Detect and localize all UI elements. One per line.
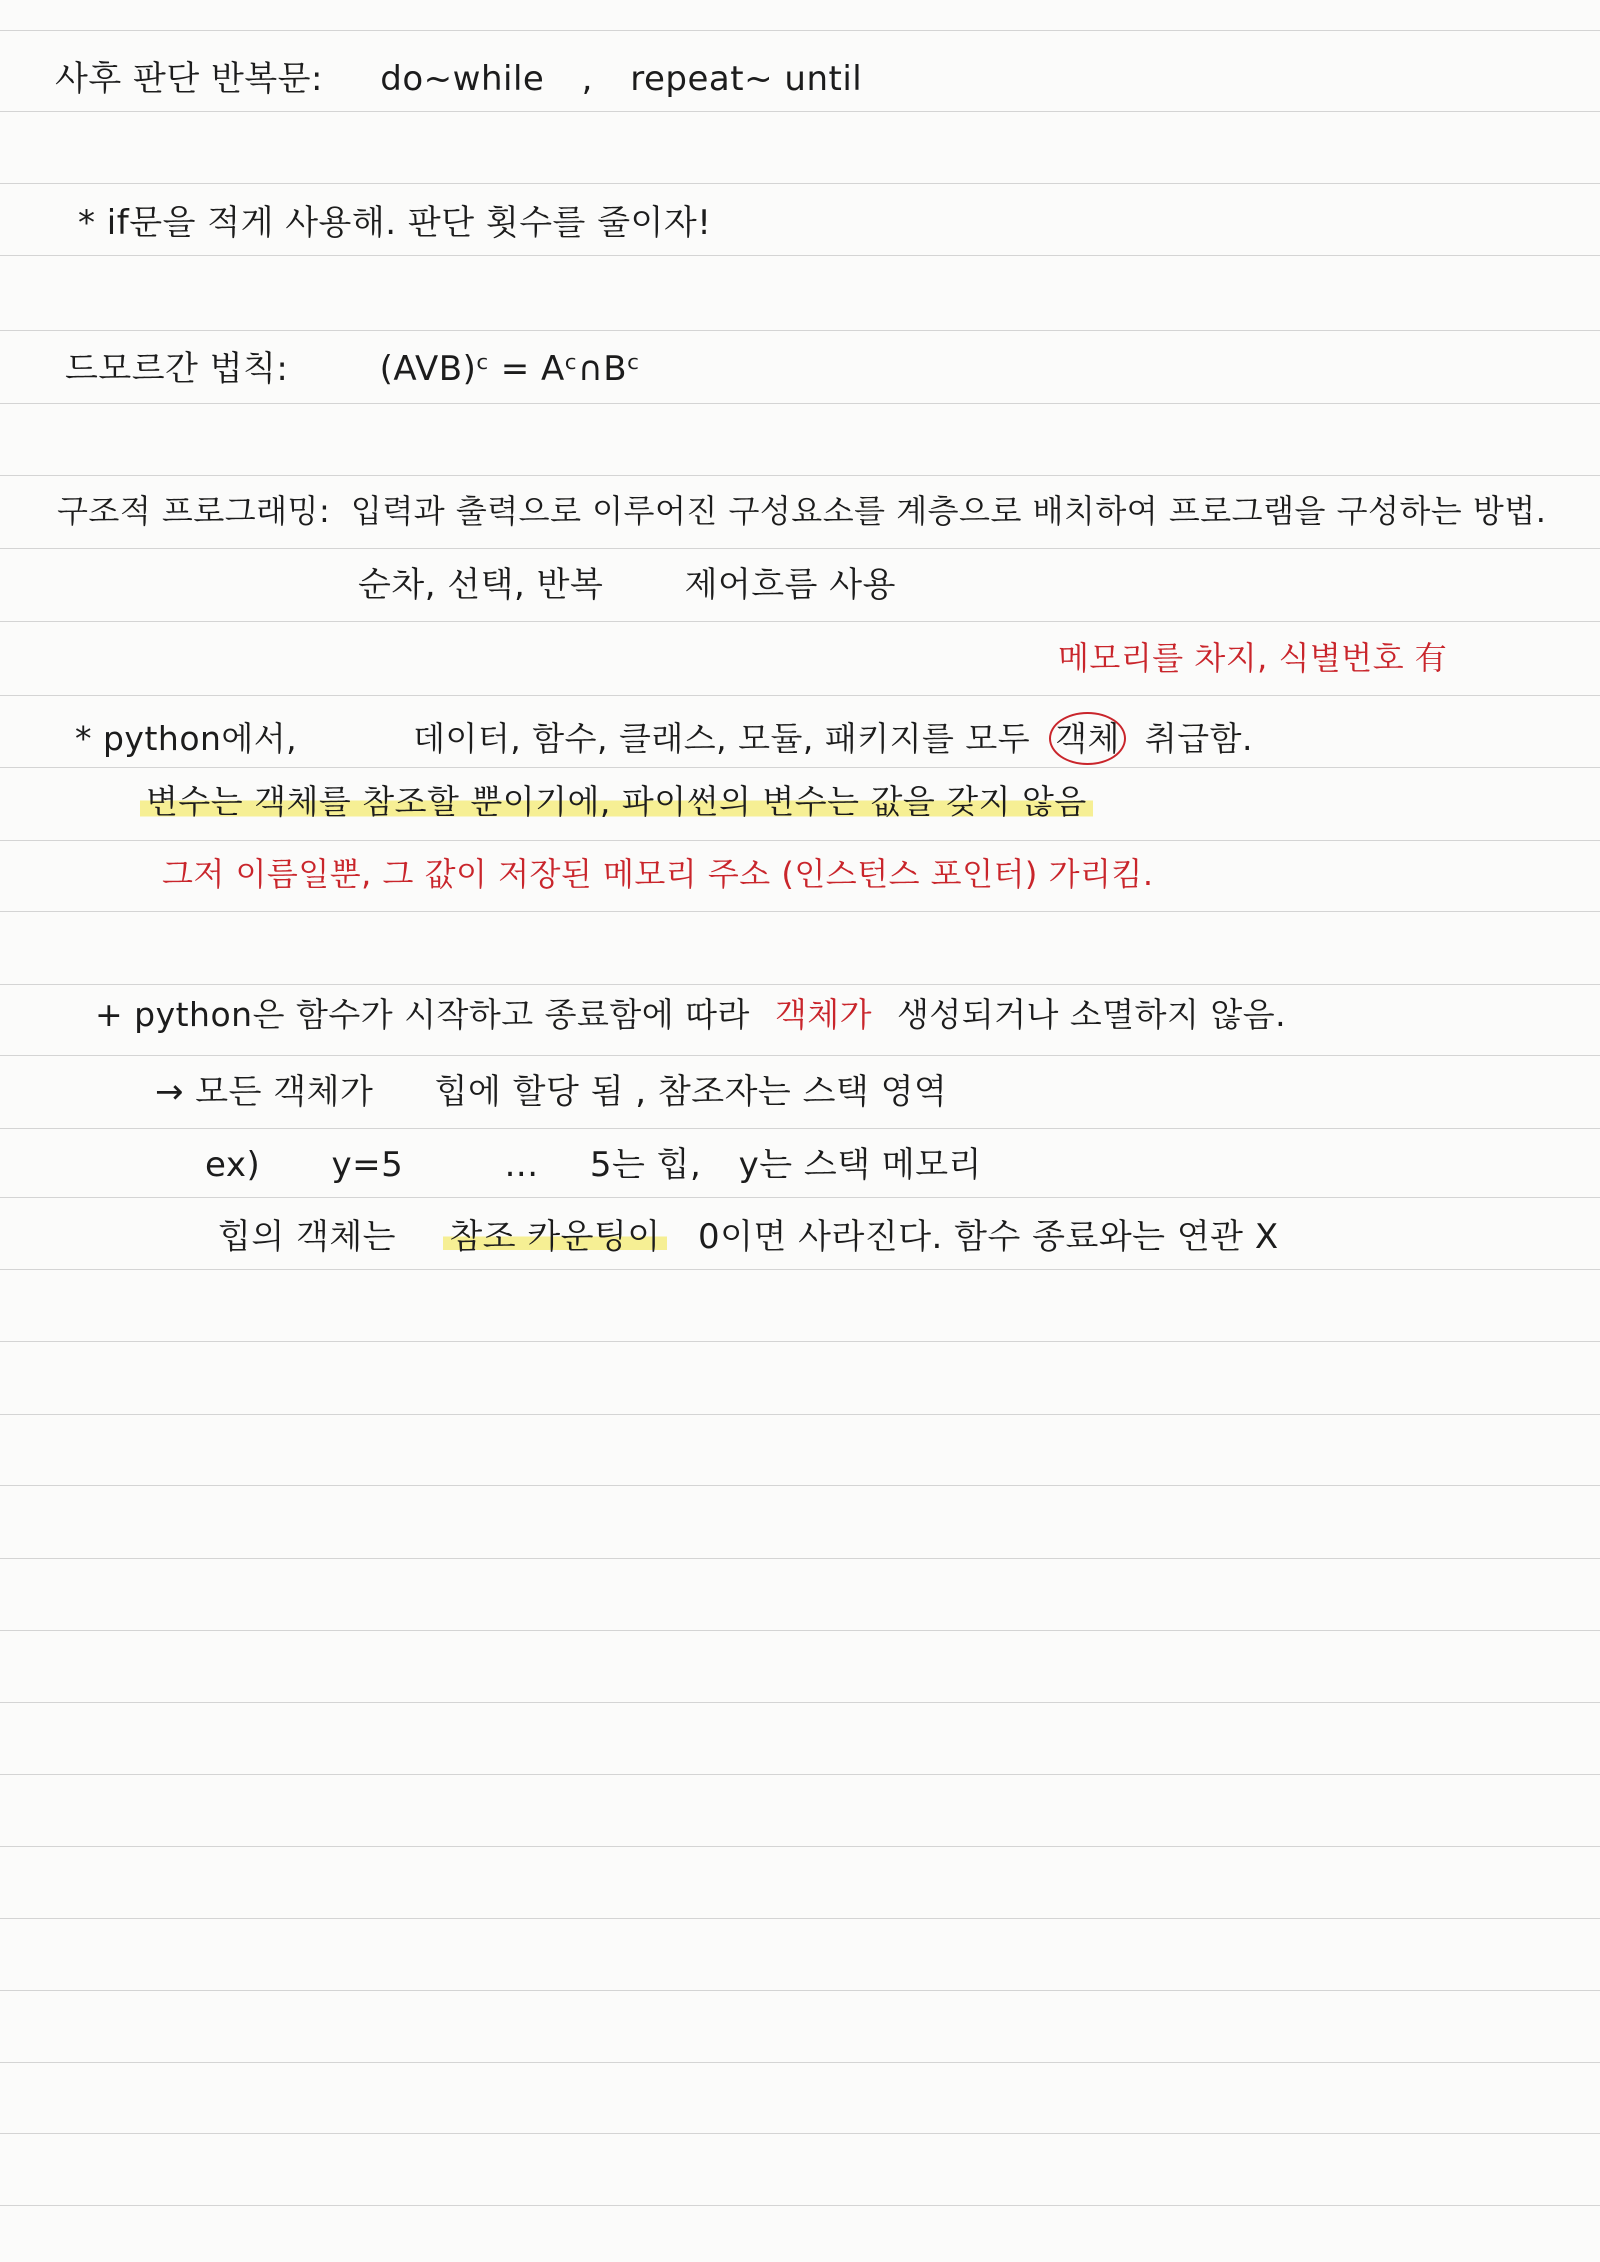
highlighted-variables-text: 변수는 객체를 참조할 뿐이기에, 파이썬의 변수는 값을 갖지 않음 xyxy=(140,782,1093,821)
rule-line xyxy=(0,1558,1600,1559)
circled-object-word: 객체 xyxy=(1049,712,1126,765)
rule-line xyxy=(0,1702,1600,1703)
repeat-until-text: repeat~ until xyxy=(630,59,863,99)
python-objects-list: 데이터, 함수, 클래스, 모듈, 패키지를 모두 xyxy=(413,719,1031,758)
rule-line xyxy=(0,183,1600,184)
note-line-python-objects xyxy=(75,712,1253,765)
example-ellipsis: ... xyxy=(504,1145,539,1185)
structured-definition: 입력과 출력으로 이루어진 구성요소를 계층으로 배치하여 프로그램을 구성하는 방법. xyxy=(350,492,1547,530)
rule-line xyxy=(0,1918,1600,1919)
rule-line xyxy=(0,403,1600,404)
rule-line xyxy=(0,1485,1600,1486)
rule-line xyxy=(0,1990,1600,1991)
red-annotation-memory: 메모리를 차지, 식별번호 有 xyxy=(1058,639,1448,677)
refcount-lead: 힙의 객체는 xyxy=(218,1217,397,1257)
highlighted-refcount: 참조 카운팅이 xyxy=(443,1220,666,1254)
python-lifetime-text: + python은 함수가 시작하고 종료함에 따라 xyxy=(95,995,750,1034)
note-line-structured xyxy=(57,492,1547,530)
note-line-demorgan xyxy=(65,349,641,389)
rule-line xyxy=(0,984,1600,985)
note-line-refcount xyxy=(218,1217,1279,1257)
rule-line xyxy=(0,1055,1600,1056)
red-note-pointer: 그저 이름일뿐, 그 값이 저장된 메모리 주소 (인스턴스 포인터) 가리킴. xyxy=(162,855,1154,893)
rule-line xyxy=(0,1774,1600,1775)
structured-heading: 구조적 프로그래밍: xyxy=(57,492,331,530)
comma-text: , xyxy=(581,59,593,99)
rule-line xyxy=(0,330,1600,331)
rule-line xyxy=(0,30,1600,31)
refcount-tail: 0이면 사라진다. 함수 종료와는 연관 X xyxy=(698,1217,1279,1257)
rule-line xyxy=(0,2133,1600,2134)
rule-line xyxy=(0,1269,1600,1270)
python-objects-tail: 취급함. xyxy=(1144,719,1254,758)
note-line-control-flow xyxy=(358,565,896,605)
rule-line xyxy=(0,1630,1600,1631)
rule-line xyxy=(0,1414,1600,1415)
heap-text: 힙에 할당 됨 , 참조자는 스택 영역 xyxy=(434,1072,948,1112)
rule-line xyxy=(0,911,1600,912)
loop-heading: 사후 판단 반복문: xyxy=(55,59,323,99)
rule-line xyxy=(0,1846,1600,1847)
heap-lead: → 모든 객체가 xyxy=(155,1072,374,1112)
note-line-loop xyxy=(55,59,863,99)
rule-line xyxy=(0,255,1600,256)
rule-line xyxy=(0,1197,1600,1198)
rule-line xyxy=(0,2205,1600,2206)
demorgan-formula: (AVB)ᶜ = Aᶜ∩Bᶜ xyxy=(379,349,641,389)
do-while-text: do~while xyxy=(380,59,545,99)
control-flow-text: 제어흐름 사용 xyxy=(684,565,896,605)
python-objects-heading: * python에서, xyxy=(75,719,298,758)
rule-line xyxy=(0,621,1600,622)
rule-line xyxy=(0,2062,1600,2063)
example-heap: 5는 힙, xyxy=(589,1145,702,1185)
note-line-variables xyxy=(140,782,1093,821)
rule-line xyxy=(0,695,1600,696)
rule-line xyxy=(0,767,1600,768)
rule-line xyxy=(0,840,1600,841)
rule-line xyxy=(0,475,1600,476)
note-line-if: * if문을 적게 사용해. 판단 횟수를 줄이자! xyxy=(78,203,712,243)
example-assignment: y=5 xyxy=(331,1145,404,1185)
rule-line xyxy=(0,1128,1600,1129)
note-line-heap xyxy=(155,1072,948,1112)
example-label: ex) xyxy=(205,1145,261,1185)
note-line-python-lifetime xyxy=(95,995,1287,1034)
red-object-word: 객체가 xyxy=(774,995,872,1034)
example-stack: y는 스택 메모리 xyxy=(738,1145,982,1185)
rule-line xyxy=(0,1341,1600,1342)
control-flow-types: 순차, 선택, 반복 xyxy=(358,565,604,605)
rule-line xyxy=(0,111,1600,112)
demorgan-heading: 드모르간 법칙: xyxy=(65,349,289,389)
python-lifetime-tail: 생성되거나 소멸하지 않음. xyxy=(896,995,1287,1034)
note-line-example xyxy=(205,1145,982,1185)
rule-line xyxy=(0,548,1600,549)
